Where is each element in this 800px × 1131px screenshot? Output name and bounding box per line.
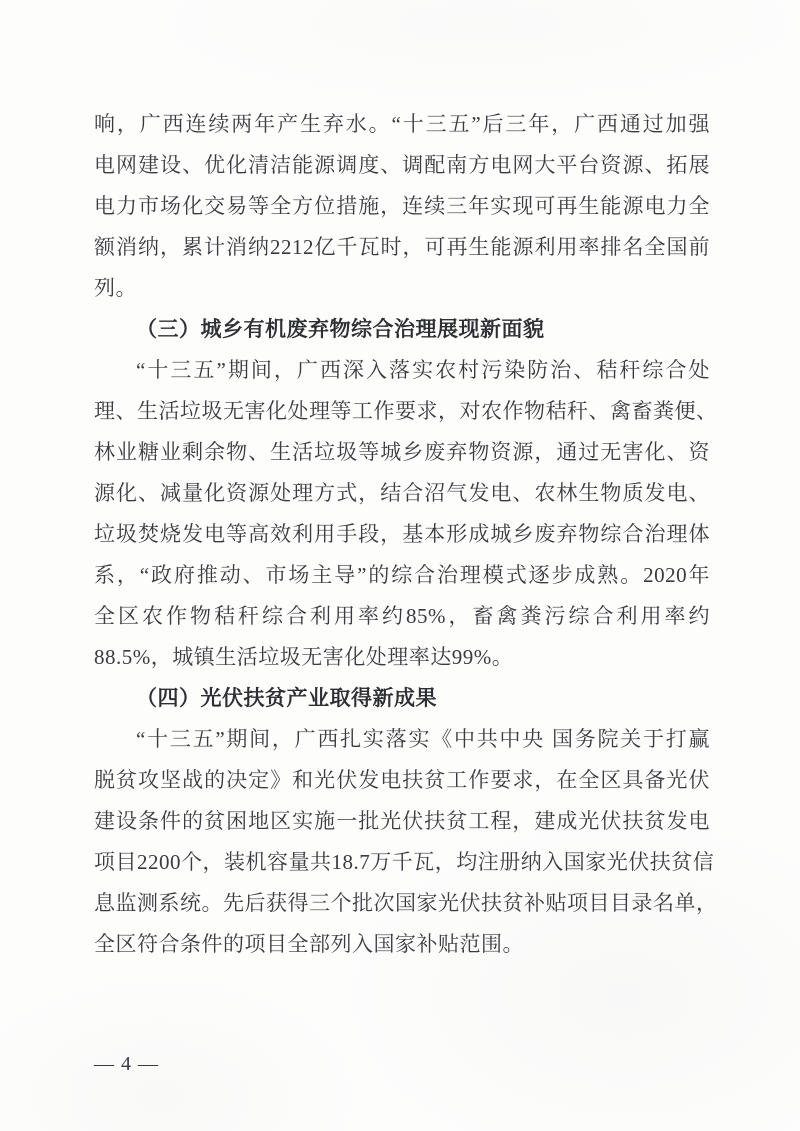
text-line: 源化、减量化资源处理方式，结合沼气发电、农林生物质发电、 [94, 481, 710, 505]
page-number: — 4 — [94, 1053, 159, 1075]
paragraph [94, 719, 718, 965]
text-line: 项目2200个，装机容量共18.7万千瓦，均注册纳入国家光伏扶贫信 [94, 850, 715, 874]
text-line: 理、生活垃圾无害化处理等工作要求，对农作物秸秆、禽畜粪便、 [94, 399, 718, 423]
text-line: 额消纳，累计消纳2212亿千瓦时，可再生能源利用率排名全国前 [94, 235, 710, 259]
paragraph [94, 104, 710, 309]
text-line: 系，“政府推动、市场主导”的综合治理模式逐步成熟。2020年 [94, 563, 710, 587]
document-body [94, 104, 718, 965]
text-line: 垃圾焚烧发电等高效利用手段，基本形成城乡废弃物综合治理体 [94, 522, 710, 546]
text-line: 息监测系统。先后获得三个批次国家光伏扶贫补贴项目目录名单， [94, 891, 718, 915]
section-heading: （三）城乡有机废弃物综合治理展现新面貌 [136, 317, 545, 341]
text-line: 脱贫攻坚战的决定》和光伏发电扶贫工作要求，在全区具备光伏 [94, 768, 710, 792]
paragraph [94, 350, 718, 678]
text-line: 响，广西连续两年产生弃水。“十三五”后三年，广西通过加强 [94, 112, 710, 136]
text-line: 建设条件的贫困地区实施一批光伏扶贫工程，建成光伏扶贫发电 [94, 809, 710, 833]
text-line: 列。 [94, 276, 137, 300]
text-line: 88.5%，城镇生活垃圾无害化处理率达99%。 [94, 645, 514, 669]
text-line: 电力市场化交易等全方位措施，连续三年实现可再生能源电力全 [94, 194, 710, 218]
text-line: 全区农作物秸秆综合利用率约85%，畜禽粪污综合利用率约 [94, 604, 710, 628]
section-heading: （四）光伏扶贫产业取得新成果 [136, 686, 437, 710]
text-line: 林业糖业剩余物、生活垃圾等城乡废弃物资源，通过无害化、资 [94, 440, 710, 464]
text-line: 电网建设、优化清洁能源调度、调配南方电网大平台资源、拓展 [94, 153, 710, 177]
text-line: “十三五”期间，广西深入落实农村污染防治、秸秆综合处 [136, 358, 710, 382]
text-line: 全区符合条件的项目全部列入国家补贴范围。 [94, 932, 524, 956]
text-line: “十三五”期间，广西扎实落实《中共中央 国务院关于打赢 [136, 727, 710, 751]
